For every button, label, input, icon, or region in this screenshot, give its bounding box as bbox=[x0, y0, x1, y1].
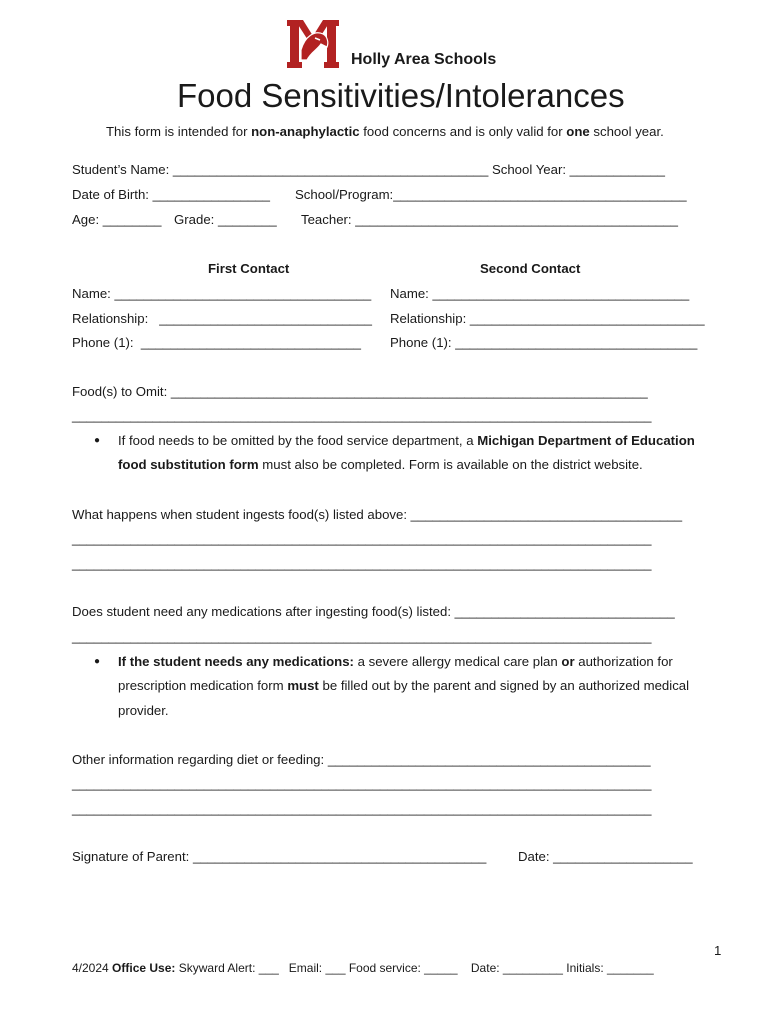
other-diet-info-field[interactable]: Other information regarding diet or feeding: ____________________________________________ bbox=[72, 752, 651, 767]
medication-note-line3: provider. bbox=[118, 703, 169, 718]
intro-text: This form is intended for non-anaphylactic food concerns and is only valid for one school year. bbox=[106, 124, 664, 139]
food-substitution-note-line2: food substitution form must also be completed. Form is available on the district website. bbox=[118, 457, 643, 472]
teacher-field[interactable]: Teacher: ____________________________________________ bbox=[301, 212, 678, 227]
page-title: Food Sensitivities/Intolerances bbox=[177, 77, 625, 114]
age-field[interactable]: Age: ________ bbox=[72, 212, 162, 227]
other-diet-info-line[interactable]: _______________________________________________________________________________ bbox=[72, 776, 652, 791]
second-contact-phone-field[interactable]: Phone (1): _________________________________ bbox=[390, 335, 698, 350]
foods-to-omit-line[interactable]: _______________________________________________________________________________ bbox=[72, 408, 652, 423]
medication-note-line2: prescription medication form must be filled out by the parent and signed by an authorized medical bbox=[118, 678, 690, 693]
foods-to-omit-field[interactable]: Food(s) to Omit: _________________________________________________________________ bbox=[72, 384, 648, 399]
second-contact-name-field[interactable]: Name: ___________________________________ bbox=[390, 286, 690, 301]
grade-field[interactable]: Grade: ________ bbox=[174, 212, 277, 227]
medication-note-line1: If the student needs any medications: a severe allergy medical care plan or authorization for bbox=[118, 654, 673, 669]
medications-line[interactable]: _______________________________________________________________________________ bbox=[72, 629, 652, 644]
second-contact-relationship-field[interactable]: Relationship: ________________________________ bbox=[390, 311, 705, 326]
other-diet-info-line[interactable]: _______________________________________________________________________________ bbox=[72, 801, 652, 816]
ingestion-reaction-field[interactable]: What happens when student ingests food(s) listed above: _____________________________________ bbox=[72, 507, 683, 522]
ingestion-reaction-line[interactable]: _______________________________________________________________________________ bbox=[72, 556, 652, 571]
signature-date-field[interactable]: Date: ___________________ bbox=[518, 849, 693, 864]
second-contact-heading: Second Contact bbox=[480, 261, 581, 276]
page-number: 1 bbox=[714, 943, 722, 958]
parent-signature-field[interactable]: Signature of Parent: ________________________________________ bbox=[72, 849, 487, 864]
date-of-birth-field[interactable]: Date of Birth: ________________ bbox=[72, 187, 270, 202]
holly-area-schools-mustang-logo bbox=[287, 20, 339, 68]
bullet-icon: ● bbox=[94, 656, 101, 667]
office-use-footer: 4/2024 Office Use: Skyward Alert: ___ Email: ___ Food service: _____ Date: _________ Initials: _______ bbox=[72, 961, 654, 975]
school-name: Holly Area Schools bbox=[351, 51, 497, 68]
student-name-school-year-field[interactable]: Student’s Name: ___________________________________________ School Year: _____________ bbox=[72, 162, 666, 177]
first-contact-relationship-field[interactable]: Relationship: _____________________________ bbox=[72, 311, 372, 326]
school-program-field[interactable]: School/Program:________________________________________ bbox=[295, 187, 687, 202]
medications-field[interactable]: Does student need any medications after ingesting food(s) listed: ______________________________ bbox=[72, 604, 675, 619]
first-contact-heading: First Contact bbox=[208, 261, 290, 276]
food-substitution-note-line1: If food needs to be omitted by the food service department, a Michigan Department of Education bbox=[118, 433, 695, 448]
bullet-icon: ● bbox=[94, 435, 101, 446]
first-contact-phone-field[interactable]: Phone (1): ______________________________ bbox=[72, 335, 361, 350]
first-contact-name-field[interactable]: Name: ___________________________________ bbox=[72, 286, 372, 301]
ingestion-reaction-line[interactable]: _______________________________________________________________________________ bbox=[72, 531, 652, 546]
